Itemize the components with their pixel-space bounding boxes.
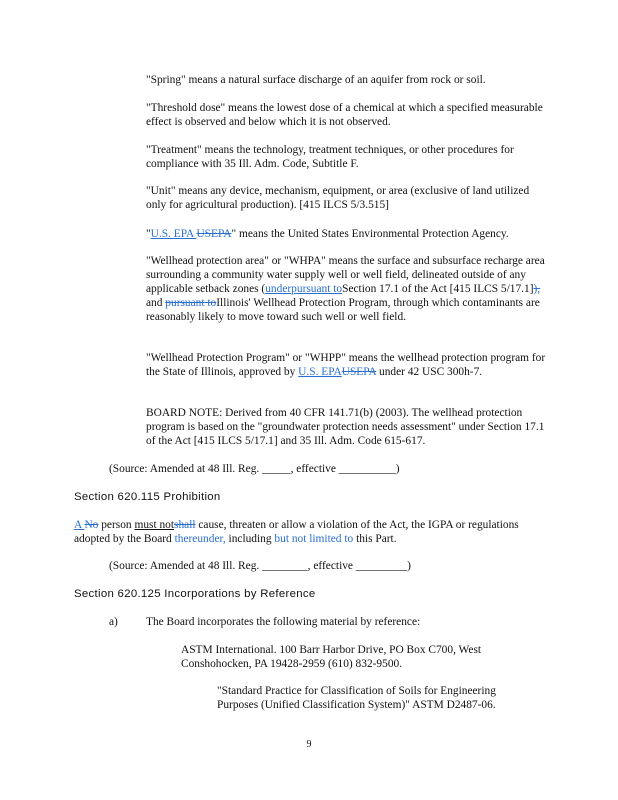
source-note: (Source: Amended at 48 Ill. Reg. _____, effective __________)	[109, 463, 400, 475]
page-number: 9	[306, 739, 312, 750]
deleted-text: pursuant to	[165, 297, 217, 309]
board-note: BOARD NOTE: Derived from 40 CFR 141.71(b) (2003). The wellhead protection program is based on the "groundwater protection needs assessment" under Section 17.1 of the Act [415 ILCS 5/17.1] and 35 Ill. Adm. Code 615-617.	[146, 407, 545, 447]
definition-threshold-dose: "Threshold dose" means the lowest dose of a chemical at which a specified measurable effect is observed and below which it is not observed.	[146, 102, 543, 128]
section-heading-620-125: Section 620.125 Incorporations by Reference	[74, 588, 316, 600]
deleted-text: shall	[174, 519, 196, 531]
reference-astm-international: ASTM International. 100 Barr Harbor Drive, PO Box C700, West Conshohocken, PA 19428-2959 (610) 832-9500.	[181, 644, 482, 670]
inserted-text: thereunder,	[174, 533, 226, 545]
deleted-text: USEPA	[341, 366, 377, 378]
definition-treatment: "Treatment" means the technology, treatment techniques, or other procedures for compliance with 35 Ill. Adm. Code, Subtitle F.	[146, 144, 514, 170]
definition-whpp: "Wellhead Protection Program" or "WHPP" means the wellhead protection program for the State of Illinois, approved by U.S. EPAUSEPA under 42 USC 300h-7.	[146, 352, 546, 378]
inserted-text: pursuant to	[291, 283, 343, 295]
deleted-text: No	[84, 519, 99, 531]
definition-usepa: "U.S. EPA USEPA" means the United States Environmental Protection Agency.	[146, 228, 509, 240]
section-620-115-text: A No person must notshall cause, threaten or allow a violation of the Act, the IGPA or regulations adopted by the Board thereunder, including but not limited to this Part.	[74, 519, 519, 545]
inserted-text: but not limited to	[274, 533, 354, 545]
deleted-text: USEPA	[196, 228, 232, 240]
section-heading-620-115: Section 620.115 Prohibition	[74, 491, 221, 503]
inserted-text: U.S. EPA	[150, 228, 197, 240]
inserted-text: U.S. EPA	[298, 366, 342, 378]
inserted-text: A	[74, 519, 85, 531]
reference-astm-standard: "Standard Practice for Classification of Soils for Engineering Purposes (Unified Classification System)" ASTM D2487-06.	[217, 685, 496, 711]
deleted-text: ),	[533, 283, 541, 295]
source-note: (Source: Amended at 48 Ill. Reg. ________, effective _________)	[109, 560, 411, 572]
item-label: a)	[109, 616, 118, 628]
underlined-text: must not	[134, 519, 175, 531]
inserted-text: under	[265, 283, 292, 295]
item-text: The Board incorporates the following material by reference:	[146, 616, 421, 628]
definition-unit: "Unit" means any device, mechanism, equipment, or area (exclusive of land utilized only for agricultural production). [415 ILCS 5/3.515]	[146, 185, 530, 211]
definition-whpa: "Wellhead protection area" or "WHPA" means the surface and subsurface recharge area surrounding a community water supply well or well field, delineated outside of any applicable setback zones (underpursuant toSection 17.1 of the Act [415 ILCS 5/17.1]), and pursuant toIllinois' Wellhead Protection Program, through which contaminants are reasonably likely to move toward such well or well field.	[146, 255, 545, 323]
definition-spring: "Spring" means a natural surface discharge of an aquifer from rock or soil.	[146, 74, 486, 86]
